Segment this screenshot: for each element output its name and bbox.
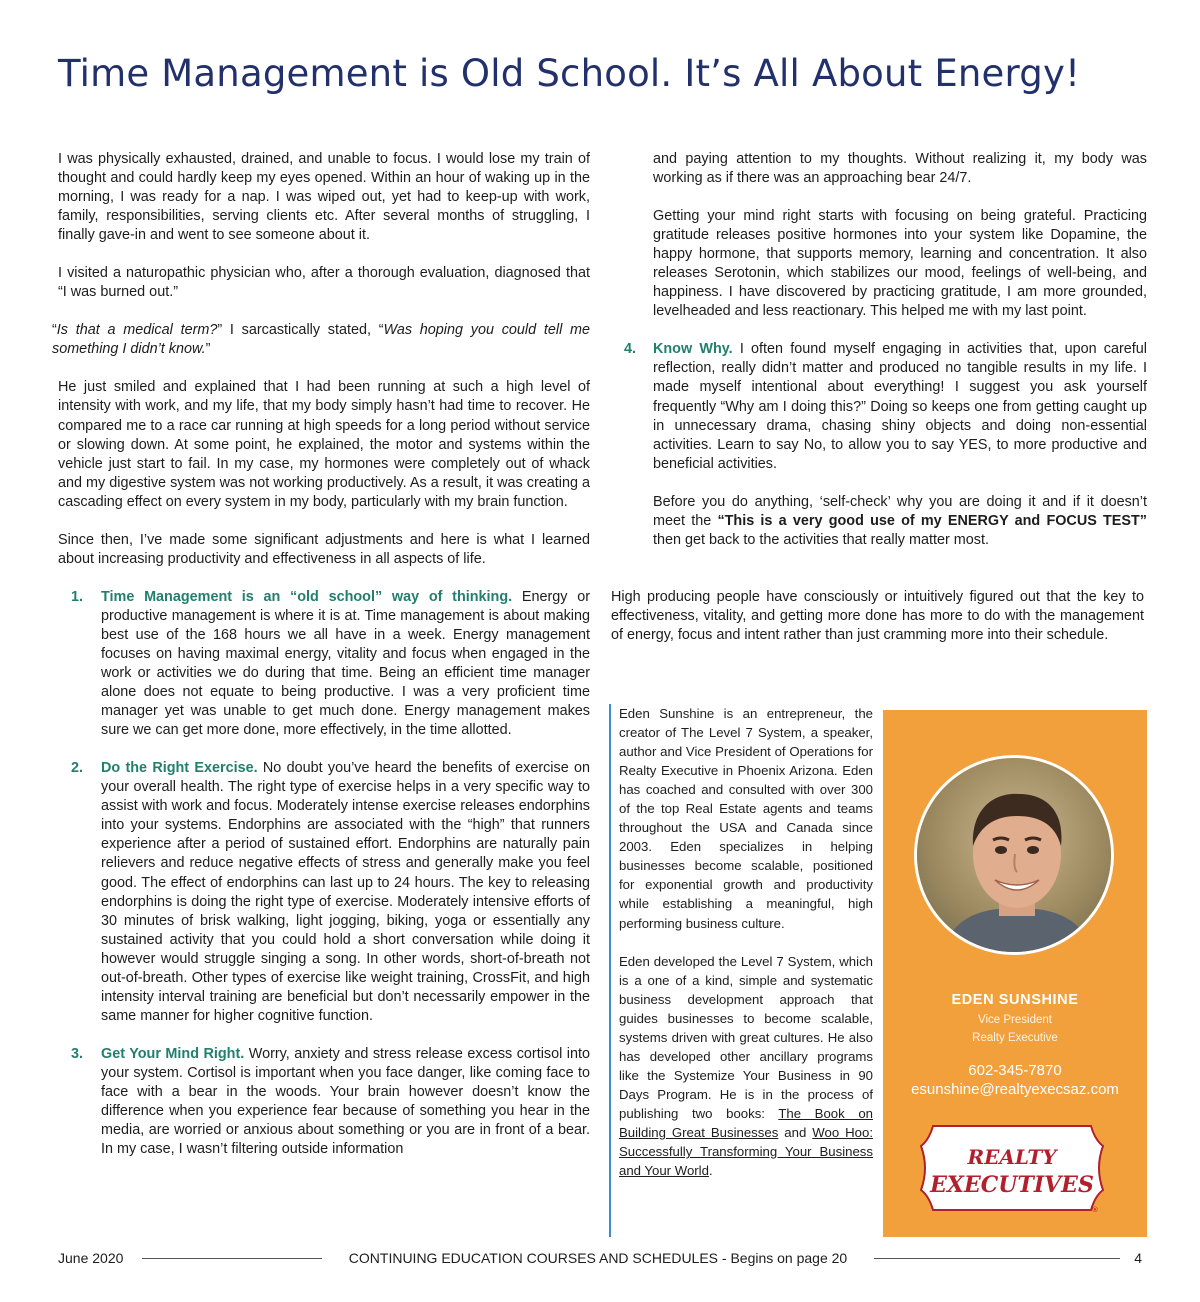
right-column: [624, 150, 1147, 550]
list-item-know-why: [624, 340, 1147, 473]
footer-rule-left: [142, 1258, 322, 1259]
page-title: Time Management is Old School. It’s All About Energy!: [58, 52, 1081, 95]
author-photo: [914, 755, 1114, 955]
list-heading: Time Management is an “old school” way of thinking.: [101, 588, 513, 605]
paragraph-self-check: Before you do anything, ‘self-check’ why you are doing it and if it doesn’t meet the “This is a very good use of my ENERGY and FOCUS TEST” then get back to the activities that really matter most.: [653, 493, 1147, 548]
list-heading: Get Your Mind Right.: [101, 1045, 245, 1062]
list-text: Energy or productive management is where it is at. Time management is about making best use of the 168 hours we all have in a week. Energy management focuses on having maximal energy, vitality and focus when engaged in the work or activities we do during that time. Being an efficient time manager alone does not equate to being productive. I was a very proficient time manager yet was unable to get much done. Energy management makes sure we can get more done, more effectively, in the time allotted.: [101, 588, 591, 739]
logo-registered-mark: ®: [1091, 1206, 1099, 1214]
bio-paragraph-2: Eden developed the Level 7 System, which is a one of a kind, simple and systematic business development approach that guides businesses to become scalable, systems driven with great cultures. He also has developed other ancillary programs like the Systemize Your Business in 90 Days Program. He is in the process of publishing two books: The Book on Building Great Businesses and Woo Hoo: Successfully Transforming Your Business and Your World.: [619, 953, 873, 1179]
focus-test-label: “This is a very good use of my ENERGY and FOCUS TEST”: [717, 512, 1147, 529]
paragraph-continuation: and paying attention to my thoughts. Without realizing it, my body was working as if there was an approaching bear 24/7.: [653, 151, 1147, 187]
page-number: 4: [1134, 1250, 1142, 1266]
author-card: [883, 710, 1147, 1237]
list-item-exercise: [58, 759, 590, 1026]
conclusion-paragraph: High producing people have consciously or intuitively figured out that the key to effectiveness, vitality, and getting more done has more to do with the management of energy, focus and intent rather than just cramming more into their schedule.: [611, 589, 1144, 644]
list-heading: Do the Right Exercise.: [101, 760, 258, 777]
list-number: 1.: [71, 588, 84, 605]
left-column: [52, 150, 591, 1159]
footer-date: June 2020: [58, 1250, 124, 1266]
list-item-mind: [58, 1045, 590, 1159]
page-footer: [58, 1247, 1142, 1271]
paragraph-race-car: He just smiled and explained that I had been running at such a high level of intensity with work, and my life, that my body simply hasn’t had time to recover. He compared me to a race car running at high speeds for a long period without service or slowing down. At some point, he explained, the motor and systems within the vehicle just start to fail. In my case, my hormones were completely out of whack and my digestive system was not working productively. As a result, it was creating a cascading effect on every system in my body, particularly with my brain function.: [58, 379, 590, 510]
paragraph-exhausted: I was physically exhausted, drained, and unable to focus. I would lose my train of thought and could hardly keep my eyes opened. Within an hour of waking up in the morning, I was ready for a nap. I was wiped out, yet had to keep-up with work, family, responsibilities, serving clients etc. After several months of struggling, I finally gave-in and went to see someone about it.: [58, 151, 590, 244]
author-company: Realty Executive: [972, 1032, 1058, 1044]
list-heading: Know Why.: [653, 341, 733, 358]
paragraph-gratitude: Getting your mind right starts with focusing on being grateful. Practicing gratitude releases positive hormones into your system like Dopamine, the happy hormone, that supports memory, learning and concentration. It also releases Serotonin, which stabilizes our mood, feelings of well-being, and happiness. I have discovered by practicing gratitude, I am more grounded, levelheaded and less reactionary. This helped me with my last point.: [653, 208, 1147, 320]
author-name: EDEN SUNSHINE: [951, 992, 1079, 1008]
paragraph-physician: I visited a naturopathic physician who, after a thorough evaluation, diagnosed that “I was burned out.”: [58, 265, 590, 301]
list-item-time-management: [58, 588, 590, 740]
book-link-woo-hoo[interactable]: Woo Hoo: Successfully Transforming Your Business and Your World: [619, 1124, 873, 1179]
author-email[interactable]: esunshine@realtyexecsaz.com: [911, 1081, 1119, 1098]
list-number: 3.: [71, 1045, 84, 1062]
book-link-great-businesses[interactable]: The Book on Building Great Businesses: [619, 1105, 873, 1140]
paragraph-quote: “Is that a medical term?” I sarcastically stated, “Was hoping you could tell me something I didn’t know.”: [52, 322, 590, 358]
list-text: No doubt you’ve heard the benefits of exercise on your overall health. The right type of exercise helps in a very specific way to assist with work and focus. Moderately intense exercise releases endorphins into your systems. Endorphins are associated with the “high” that runners experience after a period of sustained effort. Endorphins are naturally pain relievers and reduce negative effects of stress and generally make you feel good. The effect of endorphins can last up to 24 hours. The key to releasing endorphins is doing the right type of exercise. Moderately intensive efforts of 30 minutes of brisk walking, light jogging, biking, yoga or essentially any sustained activity that you could hold a short conversation while doing it however would struggle singing a song. In other words, short-of-breath not out-of-breath. Other types of exercise like weight training, CrossFit, and high intensity interval training are beneficial but don’t necessarily empower in the same manner for higher cognitive function.: [101, 760, 590, 1024]
logo-line-2: EXECUTIVES: [930, 1172, 1094, 1198]
footer-section-note: CONTINUING EDUCATION COURSES AND SCHEDULES - Begins on page 20: [348, 1250, 848, 1266]
list-number: 4.: [624, 341, 637, 358]
list-number: 2.: [71, 760, 84, 777]
realty-executives-logo: [919, 1120, 1105, 1216]
author-title: Vice President: [978, 1014, 1052, 1026]
footer-rule-right: [874, 1258, 1120, 1259]
paragraph-adjustments: Since then, I’ve made some significant adjustments and here is what I learned about increasing productivity and effectiveness in all aspects of life.: [58, 531, 590, 567]
list-text: I often found myself engaging in activities that, upon careful reflection, really didn’t matter and produced no tangible results in my life. I made myself intentional about everything! I suggest you ask yourself frequently “Why am I doing this?” Doing so keeps one from getting caught up in unnecessary drama, chasing shiny objects and doing non-essential activities. Learn to say No, to allow you to say YES, to more productive and beneficial activities.: [653, 341, 1147, 472]
logo-line-1: REALTY: [967, 1145, 1057, 1169]
author-phone[interactable]: 602-345-7870: [968, 1062, 1062, 1079]
list-text: Worry, anxiety and stress release excess cortisol into your system. Cortisol is important when you face danger, like coming face to face with a bear in the woods. Your brain however doesn’t know the difference when you experience fear because of something you hear in the media, are worried or anxious about something or you are in front of a bear. In my case, I wasn’t filtering outside information: [101, 1045, 590, 1158]
bio-paragraph-1: Eden Sunshine is an entrepreneur, the creator of The Level 7 System, a speaker, author and Vice President of Operations for Realty Executive in Phoenix Arizona. Eden has coached and consulted with over 300 of the top Real Estate agents and teams throughout the USA and Canada since 2003. Eden specializes in helping businesses become scalable, positioned for exponential growth and productivity while establishing a meaningful, high performing business culture.: [619, 706, 873, 931]
author-bio: [609, 704, 873, 1237]
